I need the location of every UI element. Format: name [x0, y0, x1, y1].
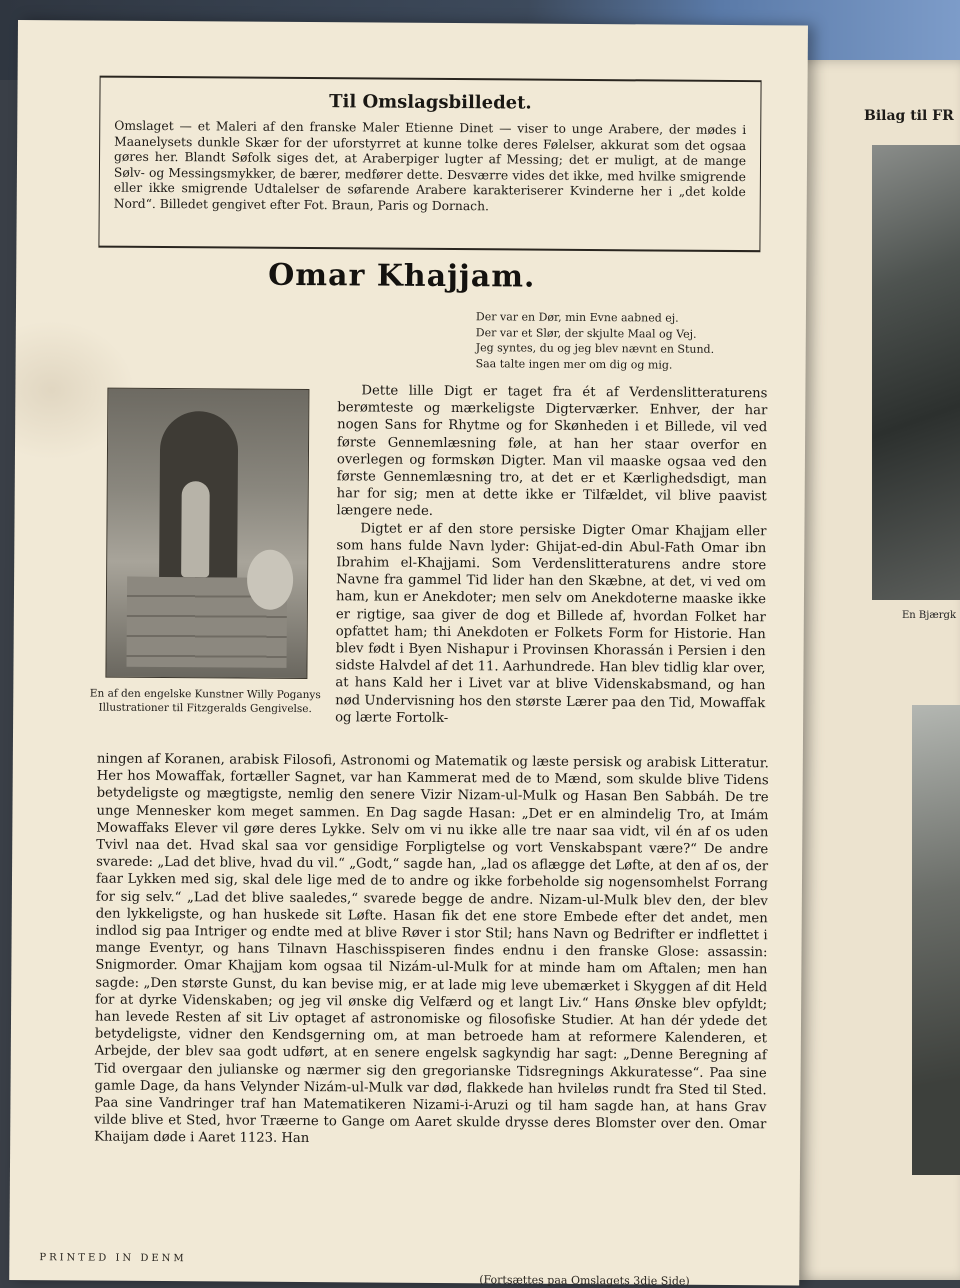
illustration-caption: En af den engelske Kunstner Willy Poganys Illustrationer til Fitzgeralds Gengivelse.	[89, 687, 321, 716]
article-paragraph: Dette lille Digt er taget fra ét af Verdenslitteraturens berømteste og mærkeligste Digterværker. Enhver, der har nogen Sans for Rhytme og for Skønheden i et Billede, vil ved første Gennemlæsning føle, at han her staar overfor en overlegen og formskøn Digter. Man vil maaske ogsaa ved den første Gennemlæsning tro, at det er et Kærlighedsdigt, man har for sig; men at dette ikke er Tilfældet, vil blive paavist længere nede.	[336, 383, 768, 520]
poem-line: Der var en Dør, min Evne aabned ej.	[475, 310, 679, 325]
article-title: Omar Khajjam.	[268, 257, 536, 295]
illustration-tree	[247, 550, 293, 610]
adjacent-page-photo-lower	[912, 705, 960, 1175]
illustration-figure	[181, 481, 210, 577]
poem-line: Jeg syntes, du og jeg blev nævnt en Stund.	[475, 341, 715, 356]
article-paragraph: Digtet er af den store persiske Digter Omar Khajjam eller som hans fulde Navn lyder: Ghijat-ed-din Abul-Fath Omar ibn Ibrahim el-Khajjami. Som Verdenslitteraturens andre store Navne fra gammel Tid lider han den Skæbne, at det, vi ved om ham, kun er Anekdoter; men selv om Anekdoterne maaske ikke er rigtige, saa giver de dog et Billede af, hvordan Folket har opfattet ham; thi Anekdoten er Folkets Form for Historie. Han blev født i Byen Nishapur i Provinsen Khorassán i Persien i den sidste Halvdel af det 11. Aarhundrede. Han blev tidlig klar over, at hans Kald her i Livet var at blive Videnskabsmand, og han nød Undervisning hos den største Lærer paa den Tid, Mowaffak og lærte Fortolk-	[335, 521, 767, 726]
article-illustration	[105, 388, 309, 679]
cover-note-heading: Til Omslagsbilledet.	[329, 91, 532, 114]
poem-line: Der var et Slør, der skjulte Maal og Vej.	[475, 325, 697, 341]
cover-note-text: Omslaget — et Maleri af den franske Maler Etienne Dinet — viser to unge Arabere, der mødes i Maanelysets dunkle Skær for der uforstyrret at kunne tolke deres Følelser, akkurat som det ogsaa gøres her. Blandt Søfolk siges det, at Araberpiger lugter af Messing; det er muligt, at de mange Sølv- og Messingsmykker, de bærer, medfører dette. Desværre vides det ikke, med hvilke smigrende eller ikke smigrende Udtalelser de søfarende Arabere karakteriserer Kvinderne her i „det kolde Nord“. Billedet gengivet efter Fot. Braun, Paris og Dornach.	[113, 118, 747, 213]
adjacent-page-caption: En Bjærgk	[902, 610, 957, 621]
printed-in-footer: PRINTED IN DENM	[39, 1252, 187, 1265]
cover-note-box	[98, 76, 761, 253]
adjacent-page-photo	[872, 145, 960, 600]
article-epigraph-poem	[476, 309, 715, 373]
magazine-page	[9, 20, 808, 1288]
continuation-note: (Fortsættes paa Omslagets 3die Side)	[479, 1273, 690, 1288]
poem-line: Saa talte ingen mer om dig og mig.	[475, 356, 673, 372]
article-intro-column	[335, 382, 767, 729]
article-body	[94, 751, 769, 1151]
article-paragraph: ningen af Koranen, arabisk Filosofi, Astronomi og Matematik og læste persisk og arabisk Litteratur. Her hos Mowaffak, fortæller Sagnet, var han Kammerat med de to Mænd, som skulde blive Tidens betydeligste og mægtigste, nemlig den senere Vizir Nizam-ul-Mulk og Hasan Ben Sabbáh. De tre unge Mennesker kom meget sammen. En Dag sagde Hasan: „Det er en almindelig Tro, at Imám Mowaffaks Elever vil gøre deres Lykke. Selv om vi nu ikke alle tre naar saa vidt, vil én af os uden Tvivl naa det. Hvad skal saa vor gensidige Forpligtelse og vort Venskabspant være?“ De andre svarede: „Lad det blive, hvad du vil.“ „Godt,“ sagde han, „lad os aflægge det Løfte, at den af os, der faar Lykken med sig, skal dele lige med de to andre og ikke forbeholde sig nogensomhelst Forrang for sig selv.“ „Lad det blive saaledes,“ svarede begge de andre. Nizam-ul-Mulk blev den, der blev den lykkeligste, og han huskede sit Løfte. Hasan fik det ene store Embede efter det andet, men indlod sig paa Intriger og endte med at blive Røver i stor Stil; hans Navn og Bedrifter er indflettet i mange Eventyr, og hans Tilnavn Haschisspiseren findes endnu i den franske Glose: assassin: Snigmorder. Omar Khajjam kom ogsaa til Nizám-ul-Mulk for at minde ham om Aftalen; men han sagde: „Den største Gunst, du kan bevise mig, er at lade mig leve ubemærket i Skyggen af dit Held for at dyrke Videnskaben; og jeg vil ønske dig Velfærd og et langt Liv.“ Hans Ønske blev opfyldt; han levede Resten af sit Liv optaget af astronomiske og filosofiske Studier. At han dér ydede det betydeligste, vidner den Kendsgerning om, at man betroede ham at reformere Kalenderen, et Arbejde, der blev saa godt udført, at en senere engelsk sagkyndig har sagt: „Denne Beregning af Tid overgaar den julianske og nærmer sig den gregorianske Tidsregnings Akkuratesse“. Paa sine gamle Dage, da hans Velynder Nizám-ul-Mulk var død, flakkede han hvileløs rundt fra Sted til Sted. Paa sine Vandringer traf han Matematikeren Nizami-i-Aruzi og til ham sagde han, at hans Grav vilde blive et Sted, hvor Træerne to Gange om Aaret skulde drysse deres Blomster over den. Omar Khaijam døde i Aaret 1123. Han	[94, 751, 769, 1147]
adjacent-page-header: Bilag til FR	[864, 108, 954, 124]
